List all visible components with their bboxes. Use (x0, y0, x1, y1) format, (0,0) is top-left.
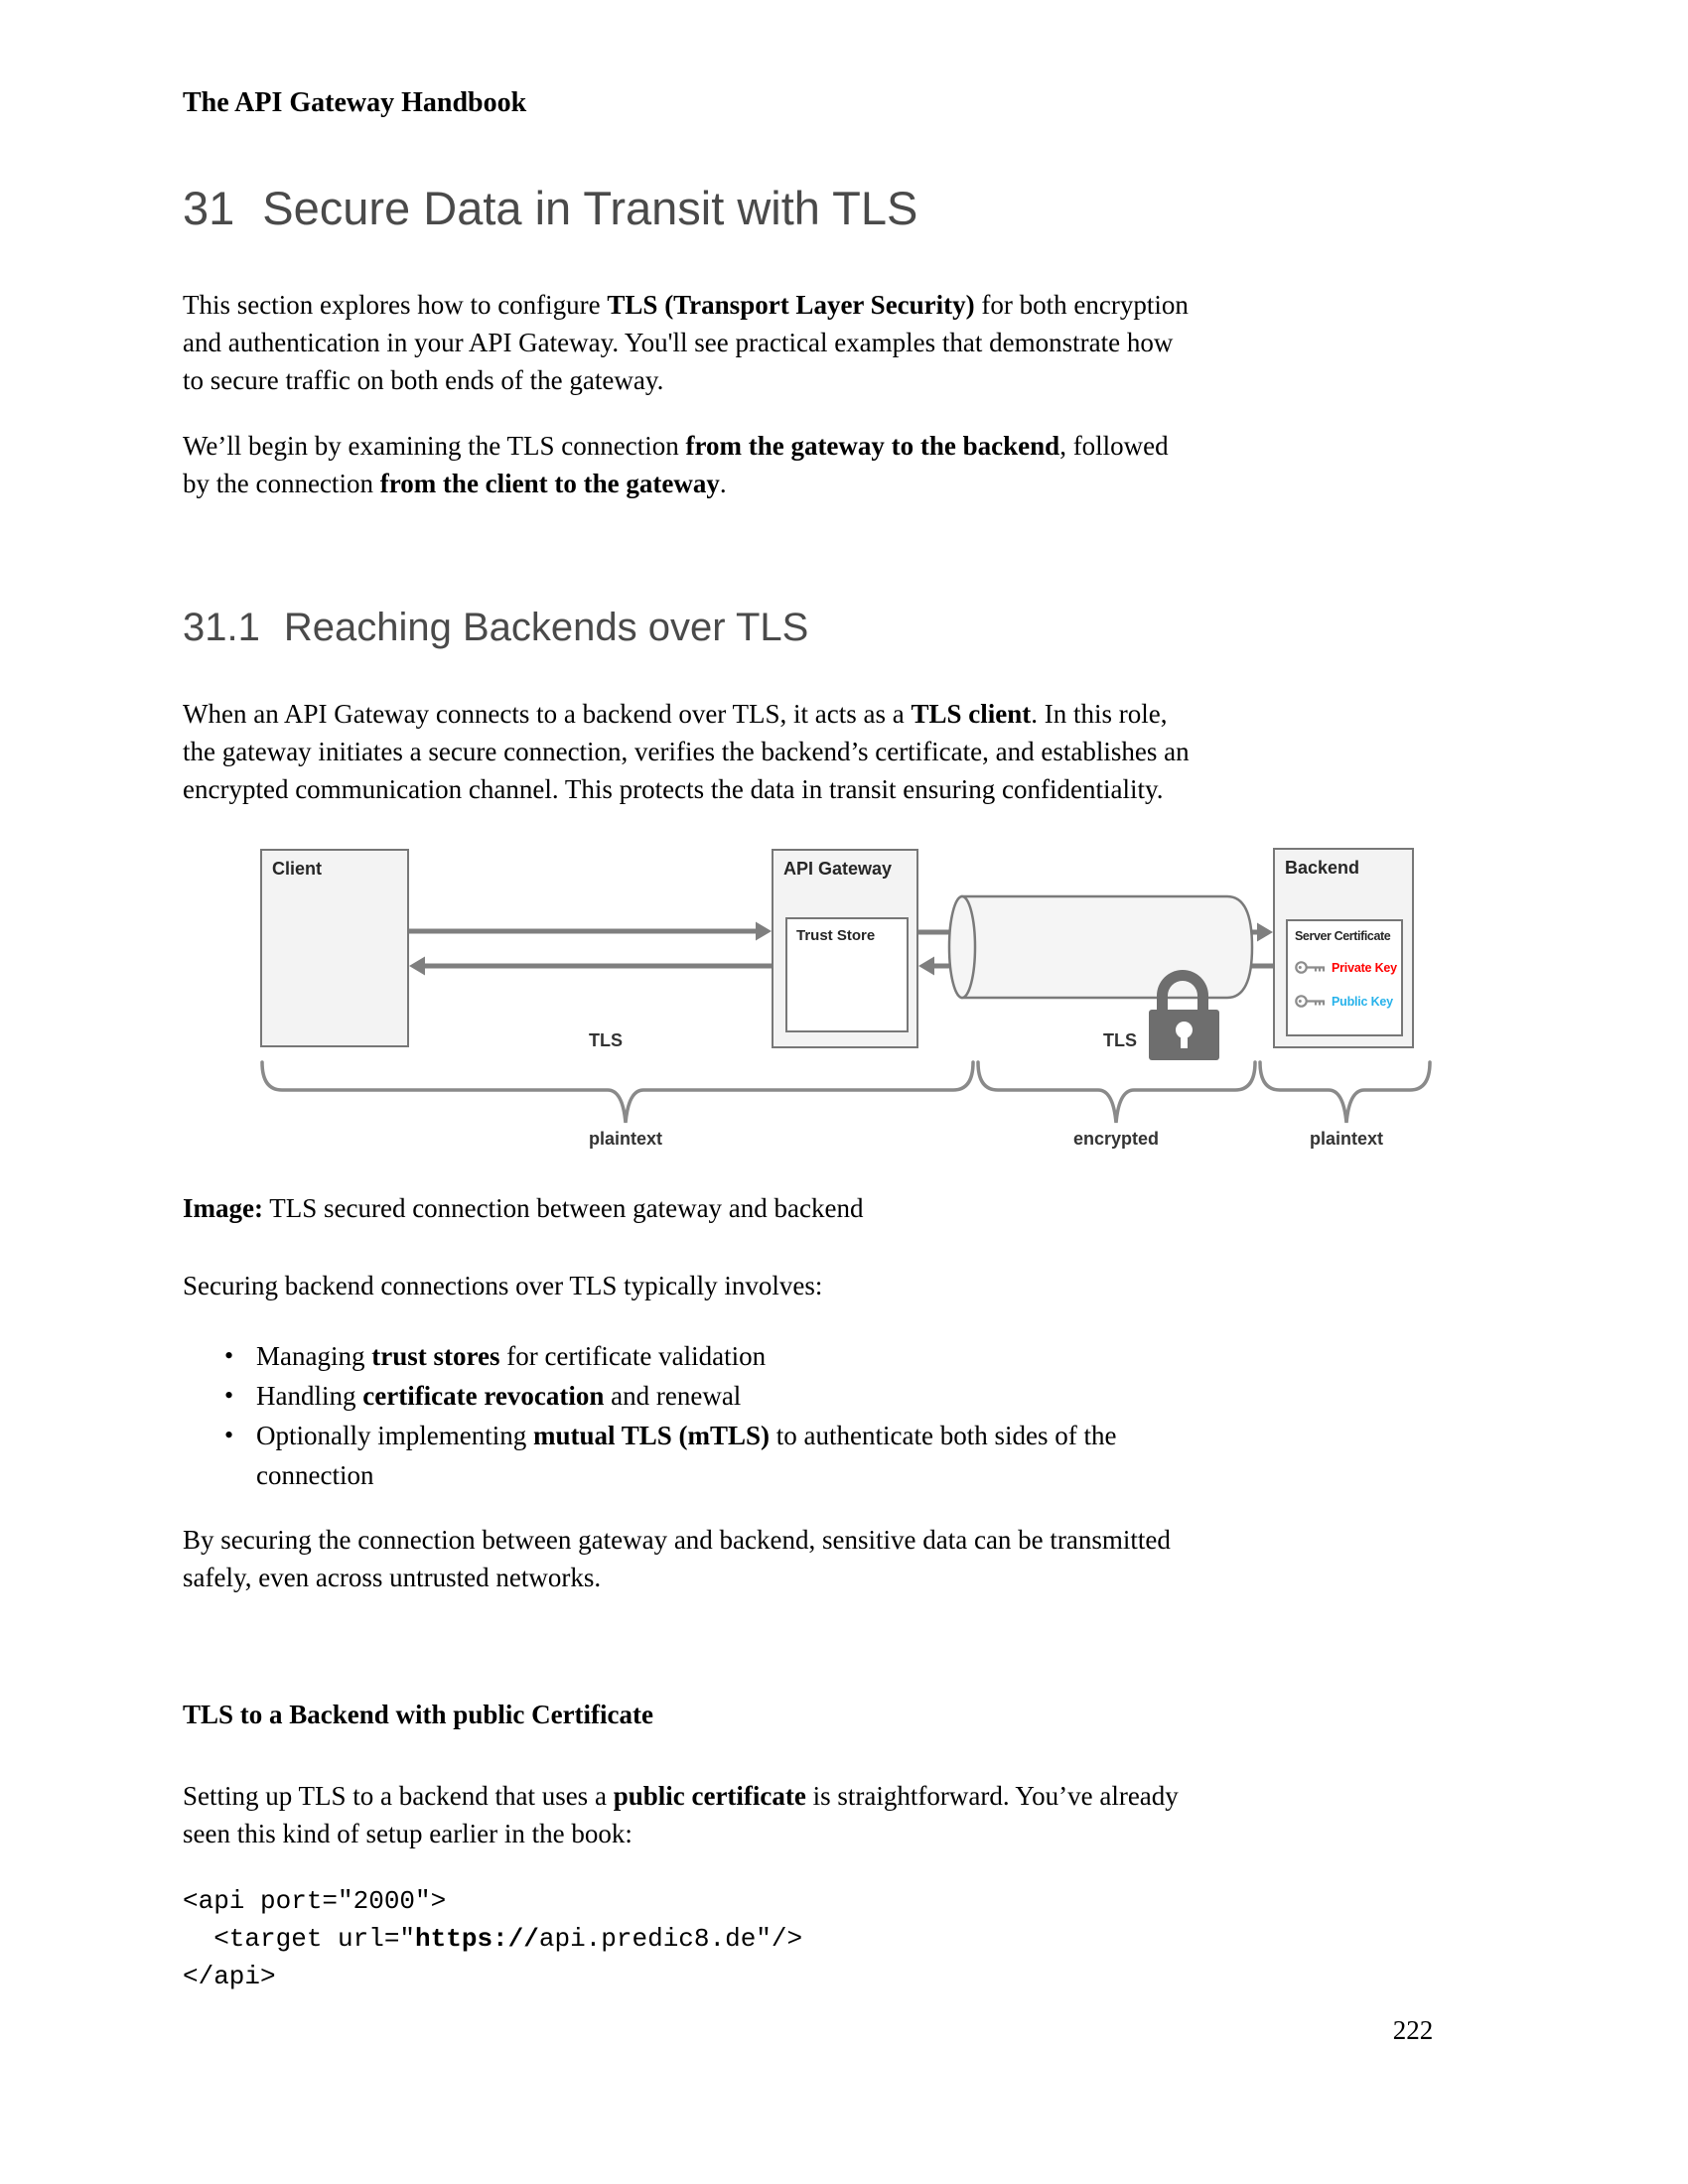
server-certificate-box (1286, 919, 1403, 1036)
encrypted-label: encrypted (1072, 1129, 1160, 1149)
text-line: <target url="https://api.predic8.de"/> (183, 1924, 803, 1954)
private-key-row (1294, 958, 1401, 977)
api-gateway-box (772, 849, 918, 1048)
lock-icon (1149, 970, 1219, 1060)
paragraph-when (183, 695, 1190, 808)
brace-plaintext-right (1260, 1062, 1430, 1123)
text-line: Managing trust stores for certificate validation (256, 1341, 767, 1371)
text-line: </api> (183, 1962, 276, 1991)
text-line: Handling certificate revocation and renewal (256, 1381, 742, 1411)
bullet-icon: • (224, 1421, 234, 1449)
text-line: Securing backend connections over TLS typically involves: (183, 1271, 823, 1300)
brace-plaintext-left (262, 1062, 973, 1123)
bullet-list (183, 1336, 1116, 1495)
api-gateway-label: API Gateway (783, 859, 893, 879)
text-line: <api port="2000"> (183, 1886, 447, 1916)
tls-label-left: TLS (589, 1030, 623, 1050)
book-title: The API Gateway Handbook (183, 87, 527, 118)
arrow-gateway-to-client (409, 957, 772, 976)
plaintext-label-right: plaintext (1309, 1129, 1383, 1149)
text-line: Image: TLS secured connection between gateway and backend (183, 1193, 864, 1223)
list-item (183, 1416, 1116, 1495)
subsection-heading: TLS to a Backend with public Certificate (183, 1700, 654, 1729)
text-line: the gateway initiates a secure connection, verifies the backend’s certificate, and establishes an (183, 737, 1190, 766)
server-certificate-label: Server Certificate (1295, 929, 1391, 943)
public-key-row (1294, 992, 1401, 1011)
chapter-heading (183, 181, 917, 235)
paragraph-intro (183, 286, 1189, 399)
code-block (183, 1882, 802, 1995)
tls-label-right: TLS (1103, 1030, 1137, 1050)
bullet-icon: • (224, 1381, 234, 1410)
lock-body (1149, 1010, 1219, 1060)
key-icon (1294, 992, 1328, 1011)
paragraph-setting-up (183, 1777, 1179, 1852)
tls-diagram (183, 839, 1505, 1181)
text-line: By securing the connection between gateway and backend, sensitive data can be transmitted (183, 1525, 1171, 1555)
section-number: 31.1 (183, 606, 260, 649)
bullet-icon: • (224, 1341, 234, 1370)
backend-box (1273, 848, 1414, 1048)
client-label: Client (272, 859, 323, 879)
bullet-text (256, 1336, 1116, 1376)
key-icon (1294, 958, 1328, 977)
text-line: Setting up TLS to a backend that uses a public certificate is straightforward. You’ve already (183, 1781, 1179, 1811)
brace-encrypted (978, 1062, 1255, 1123)
list-item (183, 1336, 1116, 1376)
text-line: safely, even across untrusted networks. (183, 1563, 602, 1592)
plaintext-label-left: plaintext (588, 1129, 662, 1149)
section-title: Reaching Backends over TLS (283, 606, 809, 649)
client-box (260, 849, 409, 1047)
text-line: Optionally implementing mutual TLS (mTLS) to authenticate both sides of the (256, 1421, 1117, 1450)
trust-store-label: Trust Store (796, 927, 876, 944)
bullet-text (256, 1416, 1116, 1495)
text-line: connection (256, 1460, 374, 1490)
text-line: This section explores how to configure TLS (Transport Layer Security) for both encryption (183, 290, 1189, 320)
public-key-label: Public Key (1332, 994, 1393, 1009)
text-line: by the connection from the client to the gateway. (183, 469, 727, 498)
text-line: seen this kind of setup earlier in the book: (183, 1819, 633, 1848)
chapter-number: 31 (183, 182, 235, 234)
image-caption (183, 1189, 864, 1227)
text-line: encrypted communication channel. This protects the data in transit ensuring confidentiality. (183, 774, 1164, 804)
backend-label: Backend (1285, 858, 1360, 878)
chapter-title: Secure Data in Transit with TLS (262, 182, 918, 234)
paragraph-begin (183, 427, 1169, 502)
text-line: We’ll begin by examining the TLS connection from the gateway to the backend, followed (183, 431, 1169, 461)
private-key-label: Private Key (1332, 960, 1397, 975)
bullet-text (256, 1376, 1116, 1416)
section-heading (183, 606, 808, 650)
paragraph-by-securing (183, 1521, 1171, 1596)
page-number: 222 (1392, 2015, 1434, 2045)
trust-store-box (785, 917, 909, 1032)
text-line: When an API Gateway connects to a backend over TLS, it acts as a TLS client. In this role, (183, 699, 1168, 729)
paragraph-securing (183, 1267, 822, 1304)
arrow-client-to-gateway (409, 922, 772, 941)
list-item (183, 1376, 1116, 1416)
text-line: to secure traffic on both ends of the gateway. (183, 365, 664, 395)
text-line: and authentication in your API Gateway. You'll see practical examples that demonstrate how (183, 328, 1174, 357)
